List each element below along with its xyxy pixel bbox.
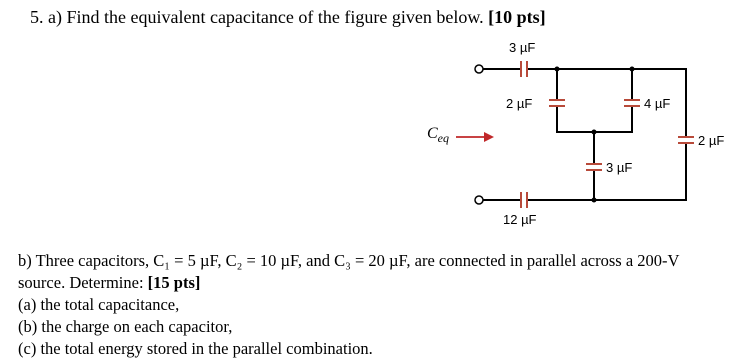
wire-left-branch (557, 69, 632, 132)
question-b-item-a: (a) the total capacitance, (18, 295, 180, 314)
question-b-line-2 (18, 272, 738, 294)
ceq-label: $C_{eq}$ (427, 125, 449, 145)
question-a-prefix: a) Find the equivalent capacitance of the figure given below. (48, 7, 484, 27)
label-c-far-right: 2 µF (698, 133, 725, 148)
ceq-arrow-head (484, 132, 494, 142)
label-c-right-mid: 4 µF (644, 96, 671, 111)
question-b-line-1: b) Three capacitors, C₁ = 5 µF, C₂ = 10 µF, and C₃ = 20 µF, are connected in parallel across a 200-V (18, 251, 680, 270)
junction-dot (630, 67, 635, 72)
question-b-points: [15 pts] (147, 273, 201, 292)
junction-dot (592, 130, 597, 135)
question-b-item-b: (b) the charge on each capacitor, (18, 317, 233, 336)
terminal-top (475, 65, 483, 73)
label-c-top: 3 µF (509, 40, 536, 55)
question-b-item-c: (c) the total energy stored in the parallel combination. (18, 339, 373, 358)
label-c-bottom: 12 µF (503, 212, 537, 227)
question-number: 5. (30, 7, 44, 27)
terminal-bottom (475, 196, 483, 204)
question-a-points: [10 pts] (488, 7, 546, 27)
question-b-determine: source. Determine: (18, 273, 144, 292)
junction-dot (555, 67, 560, 72)
junction-dot (592, 198, 597, 203)
label-c-left-mid: 2 µF (506, 96, 533, 111)
label-c-center-bottom: 3 µF (606, 160, 633, 175)
question-b (18, 250, 738, 360)
